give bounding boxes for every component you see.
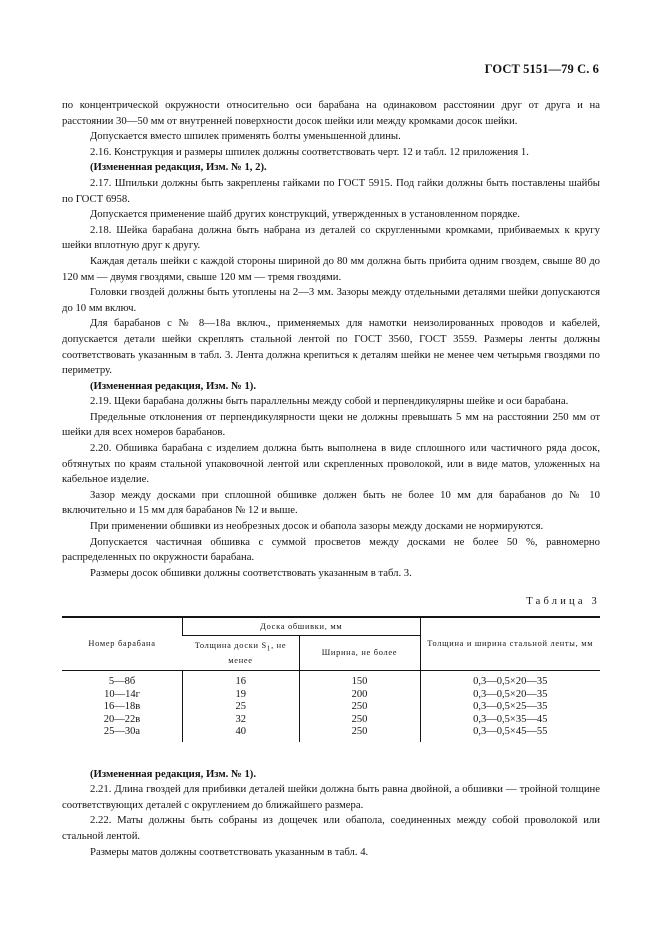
paragraph: Зазор между досками при сплошной обшивке должен быть не более 10 мм для барабанов до № 10 включительно и 15 мм для барабанов № 12 и выше.	[62, 488, 600, 517]
table-caption: Таблица 3	[526, 596, 600, 608]
cell-band: 0,3—0,5×45—55	[420, 726, 600, 742]
cell-width: 250	[299, 713, 420, 726]
cell-thickness: 25	[183, 701, 300, 714]
paragraph: (Измененная редакция, Изм. № 1).	[90, 767, 257, 780]
paragraph: 2.16. Конструкция и размеры шпилек должны соответствовать черт. 12 и табл. 12 приложения 1.	[90, 145, 529, 158]
cell-band: 0,3—0,5×20—35	[420, 688, 600, 701]
paragraph: Для барабанов с № 8—18а включ., применяемых для намотки неизолированных проводов и кабелей, допускается детали шейки скреплять стальной лентой по ГОСТ 3560, ГОСТ 3559. Размеры ленты должны соответствовать указанным в табл. 3. Лента должна крепиться к деталям шейки не менее чем четырьмя гвоздями по периметру.	[62, 317, 600, 377]
cell-thickness: 16	[183, 670, 300, 688]
page-header: ГОСТ 5151—79 С. 6	[484, 62, 599, 76]
paragraph: Каждая деталь шейки с каждой стороны шириной до 80 мм должна быть прибита одним гвоздем, свыше 80 до 120 мм — двумя гвоздями, свыше 120 мм — тремя гвоздями.	[62, 254, 600, 283]
paragraphs-before-table	[62, 98, 600, 581]
paragraph: Допускается частичная обшивка с суммой просветов между досками не более 50 %, равномерно распределенных по окружности барабана.	[62, 535, 600, 564]
cell-band: 0,3—0,5×35—45	[420, 713, 600, 726]
table-row	[62, 701, 600, 714]
table-row	[62, 688, 600, 701]
paragraph: 2.19. Щеки барабана должны быть параллельны между собой и перпендикулярны шейке и оси барабана.	[90, 395, 569, 408]
paragraph: 2.22. Маты должны быть собраны из дощечек или обапола, соединенных между собой проволокой или стальной лентой.	[62, 814, 600, 843]
paragraph: Головки гвоздей должны быть утоплены на 2—3 мм. Зазоры между отдельными деталями шейки допускаются до 10 мм включ.	[62, 286, 600, 314]
cell-drum-number: 10—14г	[104, 688, 140, 700]
cell-width: 250	[299, 726, 420, 742]
header-boards-group: Доска обшивки, мм	[183, 617, 421, 636]
cell-band: 0,3—0,5×25—35	[420, 701, 600, 714]
paragraph: 2.20. Обшивка барабана с изделием должна быть выполнена в виде сплошного или частичного ряда досок, обтянутых по краям стальной упаковочной лентой или скрепленных проволокой, или в виде матов, уложенных на кабельное изделие.	[62, 442, 600, 486]
paragraph: (Измененная редакция, Изм. № 1).	[90, 379, 257, 392]
table-row	[62, 670, 600, 688]
cell-drum-number: 25—30а	[103, 726, 141, 738]
cell-thickness: 32	[183, 713, 300, 726]
paragraph: Размеры досок обшивки должны соответствовать указанным в табл. 3.	[90, 566, 412, 579]
table-3	[62, 616, 600, 742]
paragraph: (Измененная редакция, Изм. № 1, 2).	[90, 161, 267, 174]
paragraph: по концентрической окружности относительно оси барабана на одинаковом расстоянии друг от друга и на расстоянии 30—50 мм от внутренней поверхности досок шейки или между кромками досок шейки.	[62, 99, 600, 127]
header-drum-number: Номер барабана	[62, 617, 183, 670]
cell-drum-number: 20—22в	[103, 713, 141, 725]
paragraph: Допускается вместо шпилек применять болты уменьшенной длины.	[90, 130, 401, 143]
header-band: Толщина и ширина стальной ленты, мм	[420, 617, 600, 670]
document-body	[62, 98, 600, 860]
paragraph: 2.18. Шейка барабана должна быть набрана из деталей со скругленными кромками, прибиваемых к кругу шейки вплотную друг к другу.	[62, 223, 600, 252]
header-thickness: Толщина доски $S_1$, не менее	[183, 636, 300, 671]
cell-band: 0,3—0,5×20—35	[420, 670, 600, 688]
cell-thickness: 19	[183, 688, 300, 701]
paragraphs-after-table	[62, 767, 600, 861]
cell-thickness: 40	[183, 726, 300, 742]
cell-width: 200	[299, 688, 420, 701]
paragraph: Размеры матов должны соответствовать указанным в табл. 4.	[90, 845, 369, 858]
paragraph: Допускается применение шайб других конструкций, утвержденных в установленном порядке.	[90, 208, 520, 221]
cell-drum-number: 5—8б	[108, 675, 136, 687]
table-body	[62, 670, 600, 741]
paragraph: При применении обшивки из необрезных досок и обапола зазоры между досками не нормируются.	[90, 520, 544, 533]
paragraph: Предельные отклонения от перпендикулярности щеки не должны превышать 5 мм на расстоянии 250 мм от шейки для всех номеров барабанов.	[62, 410, 600, 439]
table-row	[62, 713, 600, 726]
cell-drum-number: 16—18в	[103, 701, 141, 713]
cell-width: 250	[299, 701, 420, 714]
header-width: Ширина, не более	[299, 636, 420, 671]
cell-width: 150	[299, 670, 420, 688]
paragraph: 2.17. Шпильки должны быть закреплены гайками по ГОСТ 5915. Под гайки должны быть поставлены шайбы по ГОСТ 6958.	[62, 176, 600, 205]
paragraph: 2.21. Длина гвоздей для прибивки деталей шейки должна быть равна двойной, а обшивки — тройной толщине соответствующих деталей с округлением до ближайшего размера.	[62, 783, 600, 811]
table-row	[62, 726, 600, 742]
